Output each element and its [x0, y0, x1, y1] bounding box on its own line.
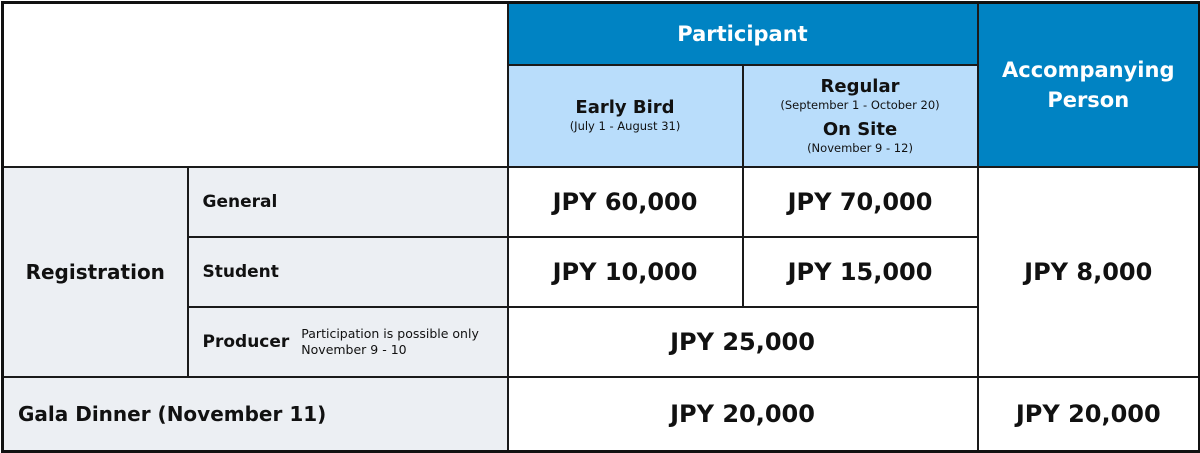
- regular-dates: (September 1 - October 20): [780, 97, 940, 112]
- regular-header: [743, 65, 978, 167]
- on-site-label: On Site: [822, 118, 898, 140]
- general-regular-fee: JPY 70,000: [787, 187, 933, 216]
- header-empty-cell: [3, 3, 508, 167]
- general-early-fee: JPY 60,000: [552, 187, 698, 216]
- early-bird-header: [508, 65, 743, 167]
- gala-accompanying-fee: JPY 20,000: [1015, 399, 1161, 428]
- producer-note: Participation is possible only November 9 - 10: [301, 325, 479, 357]
- general-label: General: [202, 191, 278, 212]
- general-label-cell: [188, 167, 508, 237]
- participant-header-label: Participant: [677, 21, 808, 46]
- gala-accompanying-fee-cell: [978, 377, 1200, 452]
- regular-label: Regular: [820, 75, 900, 97]
- student-early-fee: JPY 10,000: [552, 257, 698, 286]
- general-early-fee-cell: [508, 167, 743, 237]
- producer-label: Producer: [202, 331, 290, 352]
- general-regular-fee-cell: [743, 167, 978, 237]
- on-site-dates: (November 9 - 12): [807, 140, 913, 155]
- registration-label: Registration: [25, 259, 165, 284]
- student-regular-fee-cell: [743, 237, 978, 307]
- producer-fee-cell: [508, 307, 978, 377]
- participant-header: [508, 3, 978, 65]
- producer-fee: JPY 25,000: [670, 327, 815, 356]
- registration-fee-table: [1, 1, 1200, 453]
- accompanying-registration-fee-cell: [978, 167, 1200, 377]
- student-early-fee-cell: [508, 237, 743, 307]
- accompanying-header-label: Accompanying Person: [1002, 57, 1175, 112]
- accompanying-header: [978, 3, 1200, 167]
- gala-participant-fee-cell: [508, 377, 978, 452]
- gala-participant-fee: JPY 20,000: [670, 399, 815, 428]
- student-label: Student: [202, 261, 279, 282]
- student-label-cell: [188, 237, 508, 307]
- producer-label-cell: [188, 307, 508, 377]
- early-bird-dates: (July 1 - August 31): [569, 119, 681, 133]
- early-bird-label: Early Bird: [575, 97, 675, 118]
- accompanying-registration-fee: JPY 8,000: [1024, 257, 1153, 286]
- gala-dinner-label: Gala Dinner (November 11): [18, 401, 327, 426]
- student-regular-fee: JPY 15,000: [787, 257, 933, 286]
- registration-label-cell: [3, 167, 188, 377]
- gala-dinner-label-cell: [3, 377, 508, 452]
